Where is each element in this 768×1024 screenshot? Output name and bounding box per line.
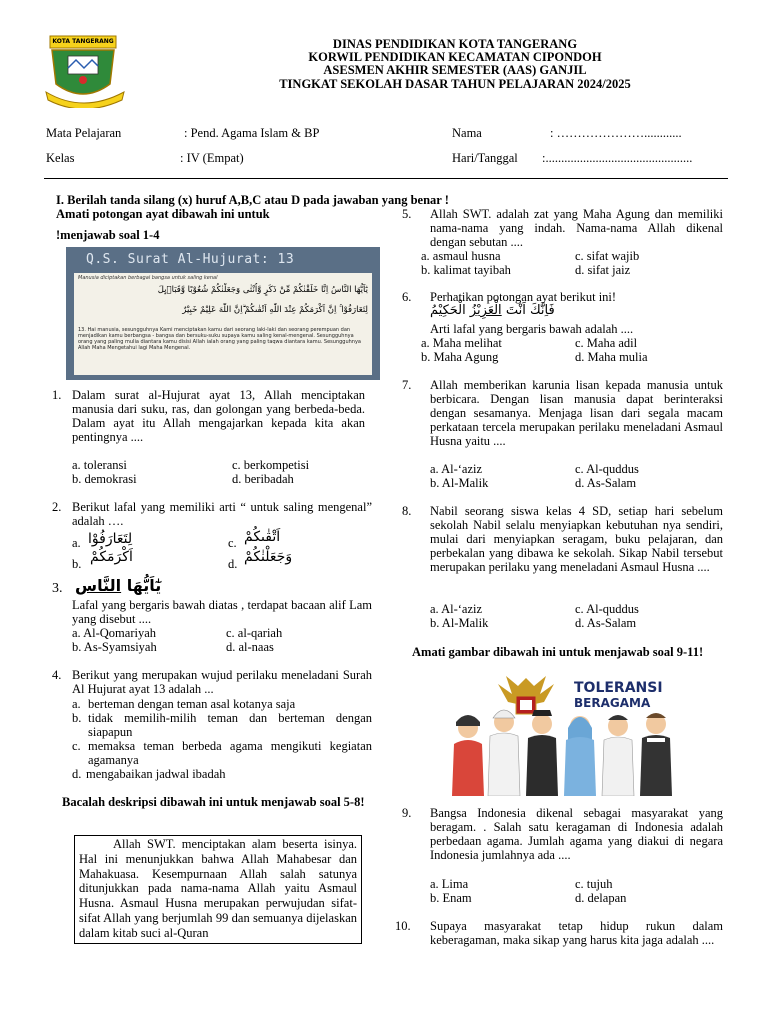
q5-option-c[interactable]: c. sifat wajib (575, 249, 640, 263)
kota-tangerang-logo (44, 34, 128, 108)
header-line-4: TINGKAT SEKOLAH DASAR TAHUN PELAJARAN 2024/2025 (279, 77, 631, 91)
q3-text: Lafal yang bergaris bawah diatas , terdapat bacaan alif Lam yang disebut .... (72, 598, 372, 626)
q8-text: Nabil seorang siswa kelas 4 SD, setiap hari sebelum sekolah Nabil selalu menyiapkan kebutuhan nya sendiri, mulai dari menyiapkan seragam, buku pelajaran, dan perbekalan yang dibawa ke sekolah. Sikap Nabil tersebut merupakan perilaku yang meneladani Asmaul Husna .... (430, 504, 723, 574)
kelas-value: : IV (Empat) (180, 151, 244, 165)
q2-option-c-label[interactable]: c. (228, 536, 237, 550)
q4-number: 4. (52, 668, 62, 682)
q7-option-d[interactable]: d. As-Salam (575, 476, 637, 490)
q4-text: Berikut yang merupakan wujud perilaku meneladani Surah Al Hujurat ayat 13 adalah ... (72, 668, 372, 696)
q2-option-d-arabic[interactable]: وَجَعَلْنٰكُمْ (244, 549, 293, 565)
q1-option-b[interactable]: b. demokrasi (72, 472, 137, 486)
reading-intro: Bacalah deskripsi dibawah ini untuk menjawab soal 5-8! (62, 795, 365, 809)
q2-option-c-arabic[interactable]: اَتْقٰىكُمْ (244, 529, 281, 545)
quran-translation: 13. Hai manusia, sesungguhnya Kami menciptakan kamu dari seorang laki-laki dan seorang perempuan dan menjadikan kamu berbangsa - bangsa dan bersuku-suku supaya kamu saling kenal-mengenal. Sesungguhnya orang yang paling mulia diantara kamu disisi Allah ialah orang yang paling taqwa diantara kamu. Sesungguhnya Allah Maha Mengetahui lagi Maha Mengenal. (78, 327, 361, 351)
q9-text: Bangsa Indonesia dikenal sebagai masyarakat yang beragam. . Salah satu keragaman di Indonesia adalah perbedaan agama. Jumlah agama yang diakui di negara Indonesia jumlahnya ada .... (430, 806, 723, 862)
q2-option-b-label[interactable]: b. (72, 557, 82, 571)
q7-number: 7. (402, 378, 412, 392)
quran-verse-line-1: يٰٓاَيُّهَا النَّاسُ اِنَّا خَلَقْنٰكُمْ مِّنْ ذَكَرٍ وَّاُنْثٰى وَجَعَلْنٰكُمْ شُعُوْبًا وَّقَبَاۤىِٕلَ (157, 285, 368, 295)
toleransi-title-2: BERAGAMA (574, 696, 651, 710)
logo-text: KOTA TANGERANG (52, 38, 114, 45)
q6-option-c[interactable]: c. Maha adil (575, 336, 638, 350)
q3-option-b[interactable]: b. As-Syamsiyah (72, 640, 157, 654)
q6-option-d[interactable]: d. Maha mulia (575, 350, 648, 364)
q2-option-b-arabic[interactable]: اَكْرَمَكُمْ (90, 549, 133, 565)
q5-option-d[interactable]: d. sifat jaiz (575, 263, 631, 277)
header-line-1: DINAS PENDIDIKAN KOTA TANGERANG (332, 37, 578, 51)
quran-top-caption: Manusia diciptakan berbagai bangsa untuk saling kenal (78, 275, 218, 281)
q5-option-b[interactable]: b. kalimat tayibah (421, 263, 511, 277)
q2-option-a-arabic[interactable]: لِتَعَارَفُوْا (88, 531, 133, 547)
divider (44, 178, 728, 179)
q3-number: 3. (52, 581, 63, 596)
q8-option-a[interactable]: a. Al-‘aziz (430, 602, 483, 616)
q3-arabic (75, 576, 161, 596)
q1-text: Dalam surat al-Hujurat ayat 13, Allah menciptakan manusia dari suku, ras, dan golongan yang berbeda-beda. Dalam ayat itu Allah mengajarkan kepada kita akan pentingnya .... (72, 388, 365, 444)
q2-number: 2. (52, 500, 62, 514)
q2-text: Berikut lafal yang memiliki arti “ untuk saling mengenal” adalah …. (72, 500, 372, 528)
header-line-3: ASESMEN AKHIR SEMESTER (AAS) GANJIL (323, 63, 587, 77)
section-instruction: I. Berilah tanda silang (x) huruf A,B,C atau D pada jawaban yang benar ! (56, 193, 449, 207)
q1-option-a[interactable]: a. toleransi (72, 458, 127, 472)
q2-option-d-label[interactable]: d. (228, 557, 238, 571)
q9-option-c[interactable]: c. tujuh (575, 877, 613, 891)
quran-verse-line-2: لِتَعَارَفُوْا ۚ اِنَّ اَكْرَمَكُمْ عِنْدَ اللّٰهِ اَتْقٰىكُمْ ۗاِنَّ اللّٰهَ عَلِيْمٌ خَبِيْرٌ (182, 305, 368, 315)
q6-arabic-post: الْحَكِيْمُ (430, 303, 466, 318)
q7-option-c[interactable]: c. Al-quddus (575, 462, 639, 476)
q6-option-a[interactable]: a. Maha melihat (421, 336, 502, 350)
toleransi-title-1: TOLERANSI (574, 680, 663, 696)
q9-number: 9. (402, 806, 412, 820)
intro-quran: Amati potongan ayat dibawah ini untuk (56, 207, 270, 221)
q6-option-b[interactable]: b. Maha Agung (421, 350, 499, 364)
q6-text: Perhatikan potongan ayat berikut ini! (430, 290, 617, 304)
hari-field[interactable]: :............................................... (542, 151, 693, 165)
q8-option-b[interactable]: b. Al-Malik (430, 616, 489, 630)
q10-text: Supaya masyarakat tetap hidup rukun dalam keberagaman, maka sikap yang harus kita jaga adalah .... (430, 919, 723, 947)
q3-option-a[interactable]: a. Al-Qomariyah (72, 626, 157, 640)
q4-option-c[interactable]: c. memaksa teman berbeda agama mengikuti kegiatan agamanya (72, 739, 372, 767)
q9-option-b[interactable]: b. Enam (430, 891, 472, 905)
q5-text: Allah SWT. adalah zat yang Maha Agung dan memiliki nama-nama yang indah. Nama-nama Allah dikenal dengan sebutan .... (430, 207, 723, 249)
q10-number: 10. (395, 919, 411, 933)
image-intro: Amati gambar dibawah ini untuk menjawab soal 9-11! (412, 645, 704, 659)
header-line-2: KORWIL PENDIDIKAN KECAMATAN CIPONDOH (308, 50, 602, 64)
intro-quran-2: !menjawab soal 1-4 (56, 228, 160, 242)
kelas-label: Kelas (46, 151, 75, 165)
nama-label: Nama (452, 126, 482, 140)
hari-label: Hari/Tanggal (452, 151, 518, 165)
q9-option-d[interactable]: d. delapan (575, 891, 627, 905)
q7-option-a[interactable]: a. Al-‘aziz (430, 462, 483, 476)
q3-arabic-underlined: النَّاس (75, 576, 122, 595)
q8-number: 8. (402, 504, 412, 518)
nama-field[interactable]: : …………………............ (550, 126, 682, 140)
q5-number: 5. (402, 207, 412, 221)
q4-option-b[interactable]: b. tidak memilih-milih teman dan berteman dengan siapapun (72, 711, 372, 739)
quran-image-title: Q.S. Surat Al-Hujurat: 13 (86, 252, 295, 267)
q7-option-b[interactable]: b. Al-Malik (430, 476, 489, 490)
q3-option-d[interactable]: d. al-naas (226, 640, 274, 654)
q6-arabic-pre: فَاِنَّكَ اَنْتَ (505, 303, 555, 318)
q7-text: Allah memberikan karunia lisan kepada manusia untuk berbicara. Dengan lisan manusia dapat berinteraksi dengan sesamanya. Menjaga lisan dari segala macam perkataan tercela merupakan perilaku meneladani Asmaul Husna yaitu .... (430, 378, 723, 448)
q6-arabic (430, 302, 555, 320)
q2-option-a-label[interactable]: a. (72, 536, 81, 550)
q1-number: 1. (52, 388, 62, 402)
q3-option-c[interactable]: c. al-qariah (226, 626, 283, 640)
quran-verse-image (66, 247, 380, 380)
q6-text-2: Arti lafal yang bergaris bawah adalah .... (430, 322, 634, 336)
q3-arabic-pre: يٰٓاَيُّهَا (126, 576, 162, 595)
q9-option-a[interactable]: a. Lima (430, 877, 469, 891)
reading-box: Allah SWT. menciptakan alam beserta isinya. Hal ini menunjukkan bahwa Allah Mahabesar dan Mahakuasa. Kesempurnaan Allah salah satunya ditunjukkan pada nama-nama Allah yaitu Asmaul Husna. Asmaul Husna merupakan perwujudan sifat-sifat Allah yang berjumlah 99 dan semuanya dijelaskan dalam kitab suci al-Quran (74, 835, 362, 944)
q8-option-c[interactable]: c. Al-quddus (575, 602, 639, 616)
q1-option-d[interactable]: d. beribadah (232, 472, 294, 486)
mapel-label: Mata Pelajaran (46, 126, 122, 140)
q6-arabic-underlined: الْعَزِيْزُ (469, 303, 502, 318)
mapel-value: : Pend. Agama Islam & BP (184, 126, 320, 140)
q5-option-a[interactable]: a. asmaul husna (421, 249, 501, 263)
toleransi-beragama-image (446, 672, 686, 796)
q8-option-d[interactable]: d. As-Salam (575, 616, 637, 630)
q1-option-c[interactable]: c. berkompetisi (232, 458, 310, 472)
q6-number: 6. (402, 290, 412, 304)
